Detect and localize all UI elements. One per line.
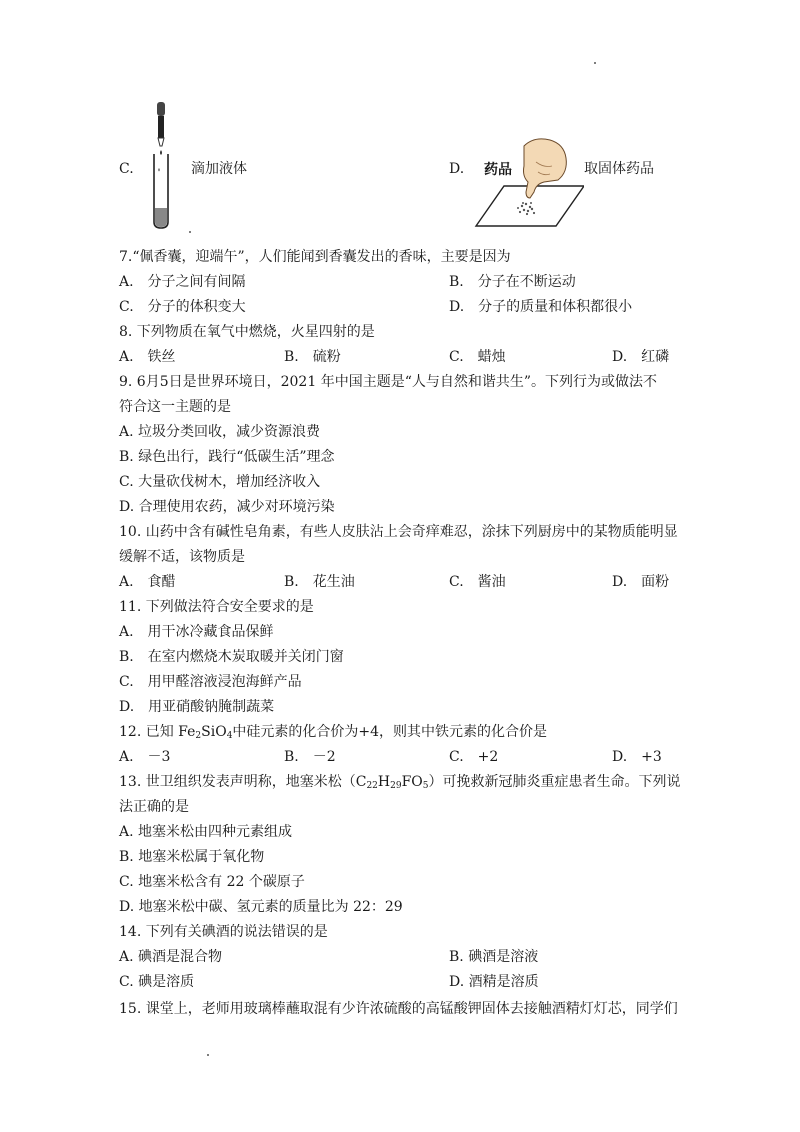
- question-7-stem: 7.“佩香囊，迎端午”，人们能闻到香囊发出的香味，主要是因为: [119, 249, 511, 265]
- question-11-option-d: D. 用亚硝酸钠腌制蔬菜: [119, 699, 275, 715]
- option-d-text: 取固体药品: [584, 161, 654, 177]
- option-c-text: 滴加液体: [191, 161, 247, 177]
- question-11-option-c: C. 用甲醛溶液浸泡海鲜产品: [119, 674, 302, 690]
- question-13-sub-1: 22: [366, 781, 378, 791]
- solid-reagent-figure: [474, 132, 584, 232]
- question-10-option-a: A. 食醋: [119, 574, 176, 590]
- question-13-option-c: C. 地塞米松含有 22 个碳原子: [119, 874, 305, 890]
- page-speck: [207, 1054, 209, 1056]
- question-12-sub-1: 2: [195, 731, 202, 741]
- question-14-option-d: D. 酒精是溶质: [449, 974, 539, 990]
- question-12-sub-2: 4: [226, 731, 233, 741]
- question-11-option-b: B. 在室内燃烧木炭取暖并关闭门窗: [119, 649, 344, 665]
- question-7-option-d: D. 分子的质量和体积都很小: [449, 299, 633, 315]
- question-9-option-c: C. 大量砍伐树木，增加经济收入: [119, 474, 321, 490]
- hand-picking-reagent-icon: [474, 132, 584, 232]
- reagent-label: 药品: [484, 162, 512, 178]
- question-9-option-a: A. 垃圾分类回收，减少资源浪费: [119, 424, 321, 440]
- question-9-stem-line-2: 符合这一主题的是: [119, 399, 231, 415]
- question-13-stem-text-2: H: [377, 774, 391, 790]
- question-12-option-d: D. +3: [612, 749, 662, 765]
- question-10-option-b: B. 花生油: [284, 574, 355, 590]
- question-8-option-d: D. 红磷: [612, 349, 670, 365]
- question-13-option-d: D. 地塞米松中碳、氢元素的质量比为 22：29: [119, 899, 403, 915]
- question-8-option-b: B. 硫粉: [284, 349, 341, 365]
- question-14-option-a: A. 碘酒是混合物: [119, 949, 223, 965]
- question-12-option-c: C. +2: [449, 749, 499, 765]
- question-13-sub-2: 29: [390, 781, 402, 791]
- question-8-option-c: C. 蜡烛: [449, 349, 506, 365]
- question-12-stem-text-3: 中硅元素的化合价为+4，则其中铁元素的化合价是: [232, 724, 548, 740]
- question-7-option-b: B. 分子在不断运动: [449, 274, 576, 290]
- question-13-stem-text-4: ）可挽救新冠肺炎重症患者生命。下列说: [428, 774, 681, 790]
- question-10-stem-line-2: 缓解不适，该物质是: [119, 549, 245, 565]
- question-12-option-b: B. －2: [284, 749, 336, 765]
- question-9-stem-line-1: 9. 6月5日是世界环境日，2021 年中国主题是“人与自然和谐共生”。下列行为或做法不: [119, 374, 658, 390]
- question-14-stem: 14. 下列有关碘酒的说法错误的是: [119, 924, 328, 940]
- question-14-option-c: C. 碘是溶质: [119, 974, 195, 990]
- question-10-stem-line-1: 10. 山药中含有碱性皂角素，有些人皮肤沾上会奇痒难忍，涂抹下列厨房中的某物质能明显: [119, 524, 678, 540]
- question-11-option-a: A. 用干冰冷藏食品保鲜: [119, 624, 274, 640]
- dropper-test-tube-figure: [146, 100, 180, 232]
- question-13-sub-3: 5: [422, 781, 429, 791]
- question-10-option-d: D. 面粉: [612, 574, 670, 590]
- question-11-stem: 11. 下列做法符合安全要求的是: [119, 599, 314, 615]
- page-speck: [189, 231, 191, 233]
- question-9-option-b: B. 绿色出行，践行“低碳生活”理念: [119, 449, 335, 465]
- question-10-option-c: C. 酱油: [449, 574, 506, 590]
- question-7-option-c: C. 分子的体积变大: [119, 299, 246, 315]
- option-c-label: C.: [119, 161, 134, 177]
- question-15-stem: 15. 课堂上，老师用玻璃棒蘸取混有少许浓硫酸的高锰酸钾固体去接触酒精灯灯芯，同学们: [119, 1001, 678, 1017]
- question-13-stem-line-1: [119, 773, 681, 791]
- question-12-stem-text-1: 12. 已知 Fe: [119, 724, 196, 740]
- question-13-option-a: A. 地塞米松由四种元素组成: [119, 824, 293, 840]
- question-13-stem-text-1: 13. 世卫组织发表声明称，地塞米松（C: [119, 774, 367, 790]
- question-8-option-a: A. 铁丝: [119, 349, 176, 365]
- question-8-stem: 8. 下列物质在氧气中燃烧，火星四射的是: [119, 324, 375, 340]
- question-12-option-a: A. －3: [119, 749, 171, 765]
- question-12-stem-text-2: SiO: [201, 724, 227, 740]
- option-d-label: D.: [449, 161, 465, 177]
- question-14-option-b: B. 碘酒是溶液: [449, 949, 539, 965]
- question-9-option-d: D. 合理使用农药，减少对环境污染: [119, 499, 335, 515]
- question-13-stem-line-2: 法正确的是: [119, 799, 189, 815]
- page-speck: [594, 62, 596, 64]
- question-7-option-a: A. 分子之间有间隔: [119, 274, 246, 290]
- question-13-option-b: B. 地塞米松属于氧化物: [119, 849, 265, 865]
- question-12-stem: [119, 723, 547, 741]
- question-13-stem-text-3: FO: [401, 774, 423, 790]
